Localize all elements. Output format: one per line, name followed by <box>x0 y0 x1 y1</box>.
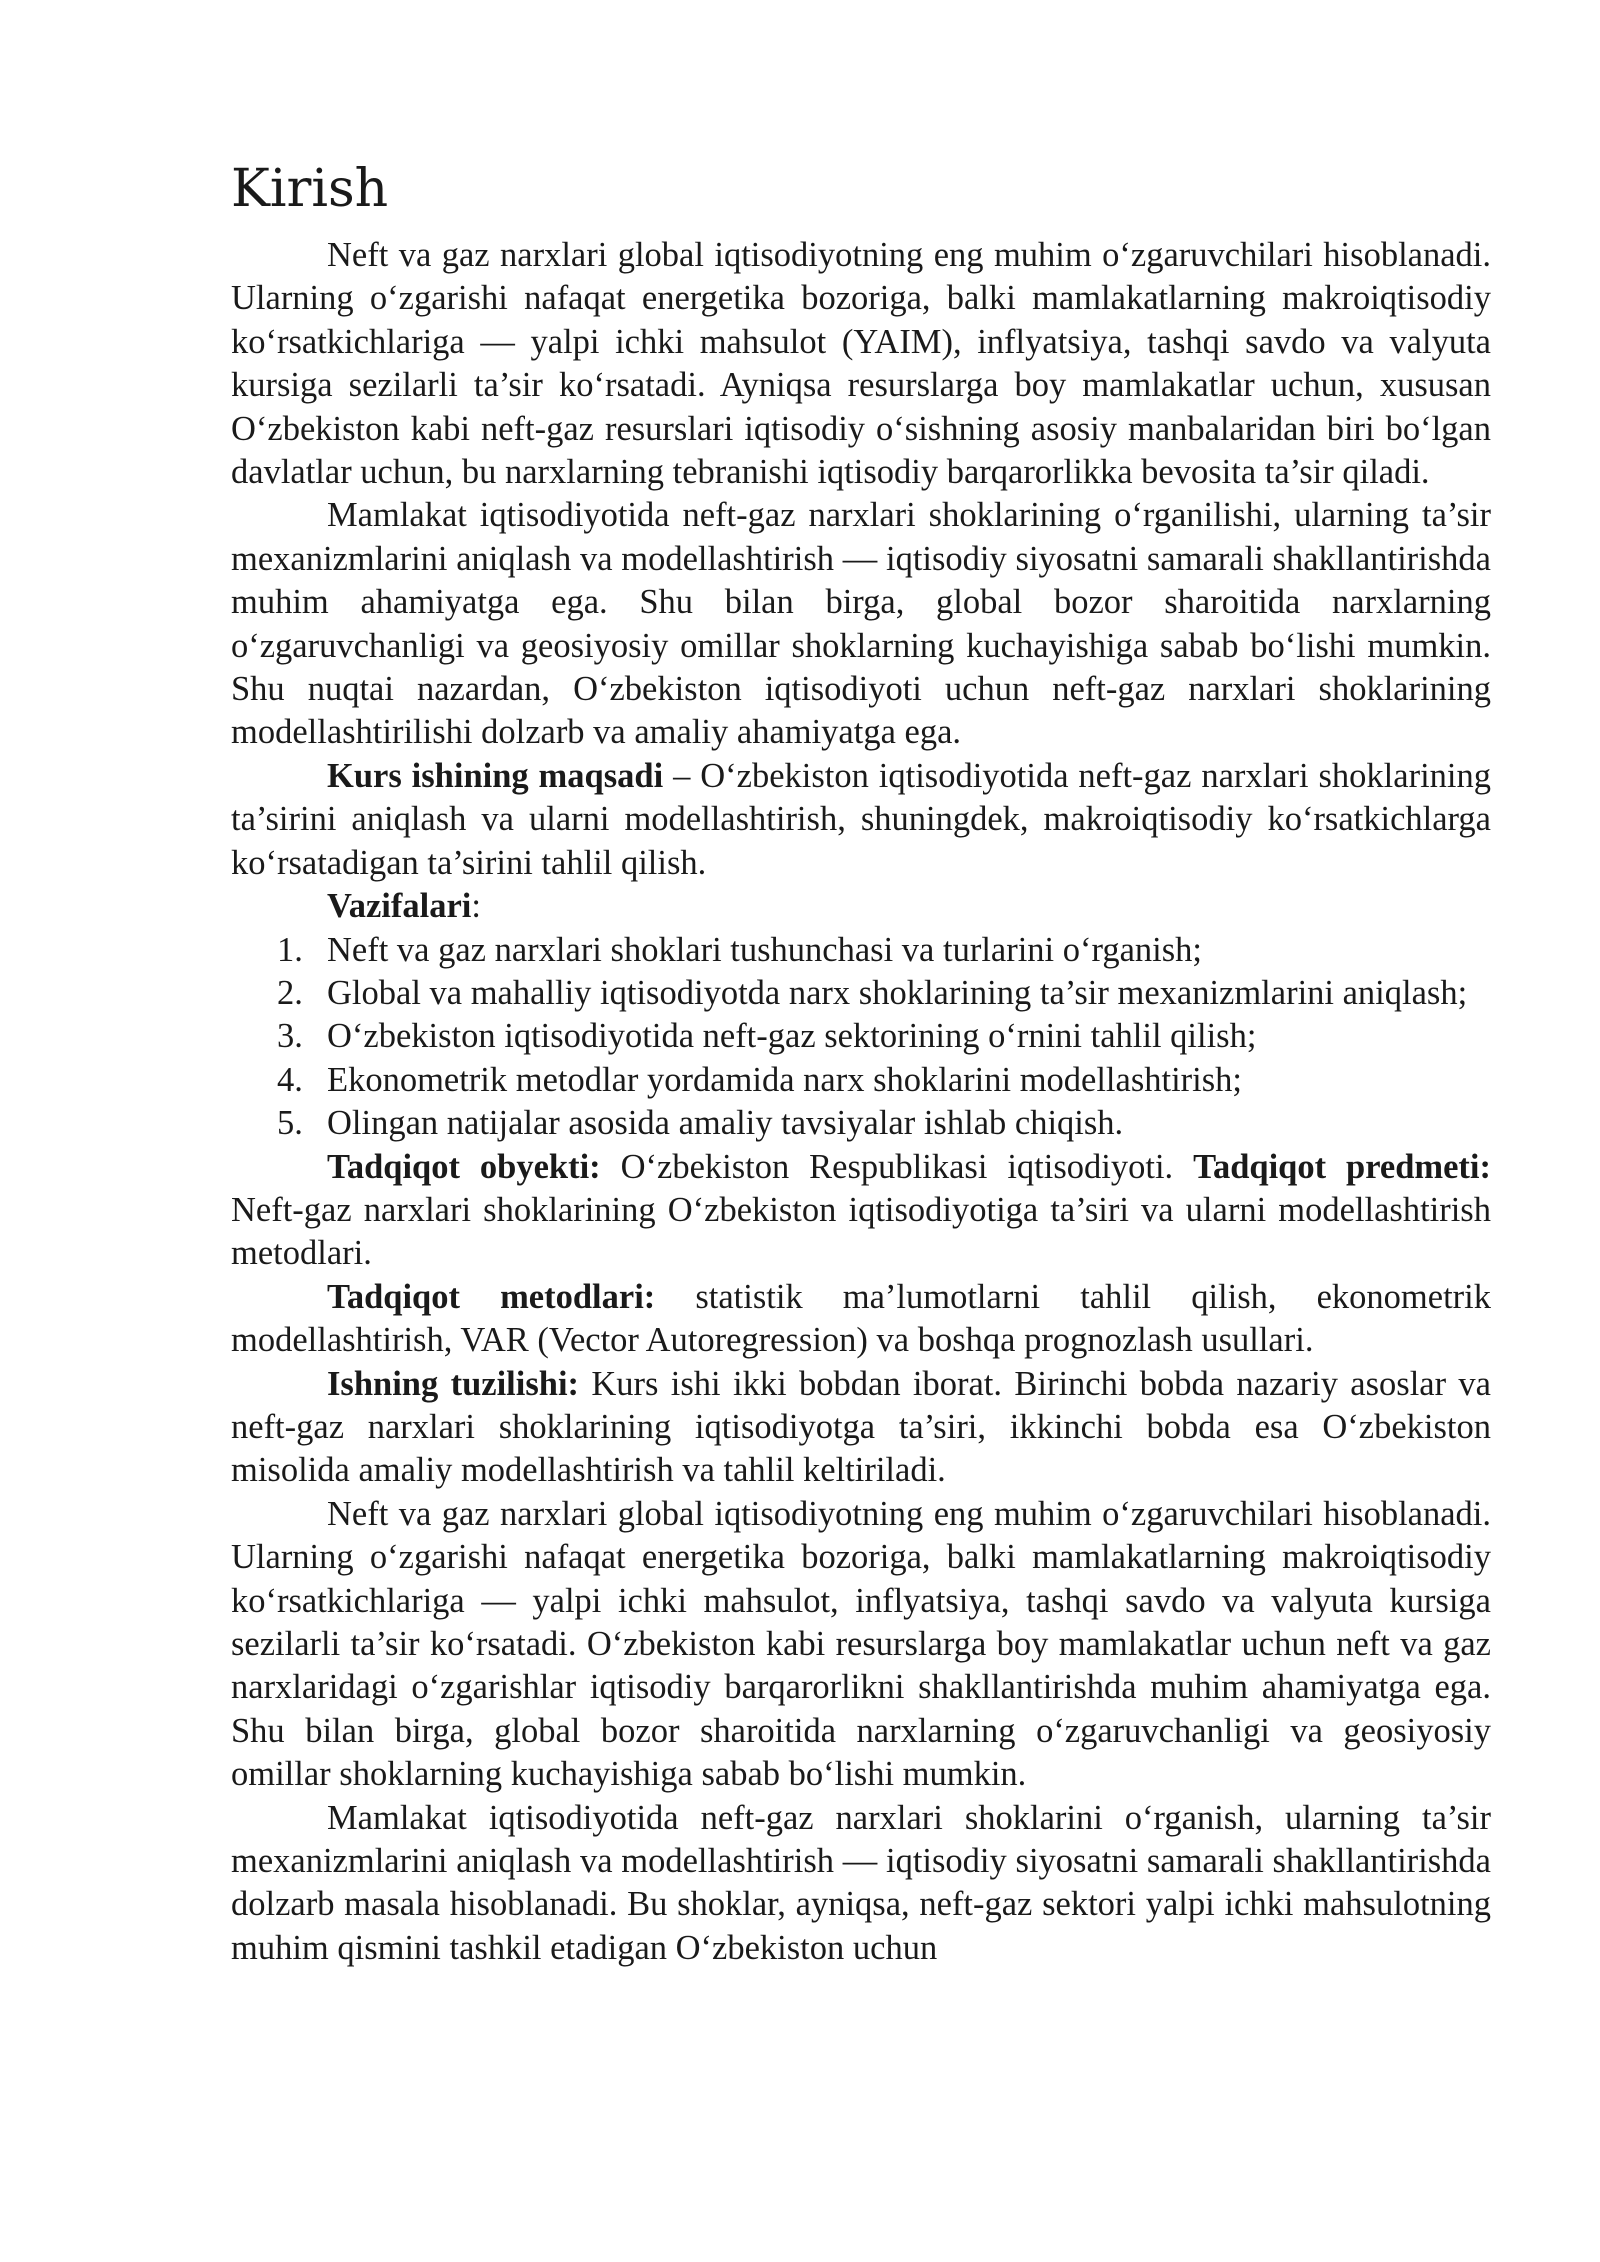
paragraph-intro-4: Mamlakat iqtisodiyotida neft-gaz narxlari shoklarini o‘rganish, ularning ta’sir mexanizmlarini aniqlash va modellashtirish — iqtisodiy siyosatni samarali shakllantirishda dolzarb masala hisoblanadi. Bu shoklar, ayniqsa, neft-gaz sektori yalpi ichki mahsulotning muhim qismini tashkil etadigan O‘zbekiston uchun <box>231 1798 1491 1967</box>
list-item-text: Global va mahalliy iqtisodiyotda narx shoklarining ta’sir mexanizmlarini aniqlash; <box>327 973 1468 1012</box>
list-item <box>231 1102 1491 1145</box>
list-item-number: 3. <box>277 1017 303 1056</box>
object-label: Tadqiqot obyekti: <box>327 1147 601 1186</box>
list-item <box>231 972 1491 1015</box>
paragraph-intro-3: Neft va gaz narxlari global iqtisodiyotning eng muhim o‘zgaruvchilari hisoblanadi. Ularning o‘zgarishi nafaqat energetika bozoriga, balki mamlakatlarning makroiqtisodiy ko‘rsatkichlariga — yalpi ichki mahsulot, inflyatsiya, tashqi savdo va valyuta kursiga sezilarli ta’sir ko‘rsatadi. O‘zbekiston kabi resurslarga boy mamlakatlar uchun neft va gaz narxlaridagi o‘zgarishlar iqtisodiy barqarorlikni shakllantirishda muhim ahamiyatga ega. Shu bilan birga, global bozor sharoitida narxlarning o‘zgaruvchanligi va geosiyosiy omillar shoklarning kuchayishiga sabab bo‘lishi mumkin. <box>231 1494 1491 1794</box>
structure-label: Ishning tuzilishi: <box>327 1364 580 1403</box>
paragraph-intro-2: Mamlakat iqtisodiyotida neft-gaz narxlari shoklarining o‘rganilishi, ularning ta’sir mexanizmlarini aniqlash va modellashtirish — iqtisodiy siyosatni samarali shakllantirishda muhim ahamiyatga ega. Shu bilan birga, global bozor sharoitida narxlarning o‘zgaruvchanligi va geosiyosiy omillar shoklarning kuchayishiga sabab bo‘lishi mumkin. Shu nuqtai nazardan, O‘zbekiston iqtisodiyoti uchun neft-gaz narxlari shoklarining modellashtirilishi dolzarb va amaliy ahamiyatga ega. <box>231 496 1491 752</box>
subject-label: Tadqiqot predmeti: <box>1193 1147 1491 1186</box>
list-item-text: O‘zbekiston iqtisodiyotida neft-gaz sektorining o‘rnini tahlil qilish; <box>327 1017 1257 1056</box>
methods-label: Tadqiqot metodlari: <box>327 1277 656 1316</box>
tasks-colon: : <box>471 887 481 926</box>
aim-label: Kurs ishining maqsadi <box>327 756 664 795</box>
list-item-text: Olingan natijalar asosida amaliy tavsiyalar ishlab chiqish. <box>327 1104 1124 1143</box>
list-item-number: 4. <box>277 1060 303 1099</box>
methods-text: statistik ma’lumotlarni tahlil qilish, ekonometrik modellashtirish, VAR (Vector Autoregression) va boshqa prognozlash usullari. <box>231 1277 1491 1360</box>
document-body <box>231 150 1491 1970</box>
paragraph-object-subject <box>231 1146 1491 1276</box>
tasks-label: Vazifalari <box>327 887 472 926</box>
list-item-number: 2. <box>277 973 303 1012</box>
list-item-text: Neft va gaz narxlari shoklari tushunchasi va turlarini o‘rganish; <box>327 930 1203 969</box>
paragraph-structure <box>231 1363 1491 1493</box>
list-item-number: 1. <box>277 930 303 969</box>
object-text: O‘zbekiston Respublikasi iqtisodiyoti. <box>600 1147 1194 1186</box>
list-item <box>231 929 1491 972</box>
list-item-text: Ekonometrik metodlar yordamida narx shoklarini modellashtirish; <box>327 1060 1243 1099</box>
paragraph-aim <box>231 755 1491 885</box>
tasks-list <box>231 929 1491 1146</box>
page-title: Kirish <box>231 159 389 219</box>
paragraph-tasks-heading <box>231 885 1491 928</box>
list-item-number: 5. <box>277 1104 303 1143</box>
aim-text: – O‘zbekiston iqtisodiyotida neft-gaz narxlari shoklarining ta’sirini aniqlash va ularni modellashtirish, shuningdek, makroiqtisodiy ko‘rsatkichlarga ko‘rsatadigan ta’sirini tahlil qilish. <box>231 756 1491 882</box>
list-item <box>231 1015 1491 1058</box>
structure-text: Kurs ishi ikki bobdan iborat. Birinchi bobda nazariy asoslar va neft-gaz narxlari shoklarining iqtisodiyotga ta’siri, ikkinchi bobda esa O‘zbekiston misolida amaliy modellashtirish va tahlil keltiriladi. <box>231 1364 1491 1490</box>
paragraph-methods <box>231 1276 1491 1363</box>
subject-text: Neft-gaz narxlari shoklarining O‘zbekiston iqtisodiyotiga ta’siri va ularni modellashtirish metodlari. <box>231 1190 1491 1273</box>
paragraph-intro-1: Neft va gaz narxlari global iqtisodiyotning eng muhim o‘zgaruvchilari hisoblanadi. Ularning o‘zgarishi nafaqat energetika bozoriga, balki mamlakatlarning makroiqtisodiy ko‘rsatkichlariga — yalpi ichki mahsulot (YAIM), inflyatsiya, tashqi savdo va valyuta kursiga sezilarli ta’sir ko‘rsatadi. Ayniqsa resurslarga boy mamlakatlar uchun, xususan O‘zbekiston kabi neft-gaz resurslari iqtisodiy o‘sishning asosiy manbalaridan biri bo‘lgan davlatlar uchun, bu narxlarning tebranishi iqtisodiy barqarorlikka bevosita ta’sir qiladi. <box>231 236 1491 492</box>
list-item <box>231 1059 1491 1102</box>
